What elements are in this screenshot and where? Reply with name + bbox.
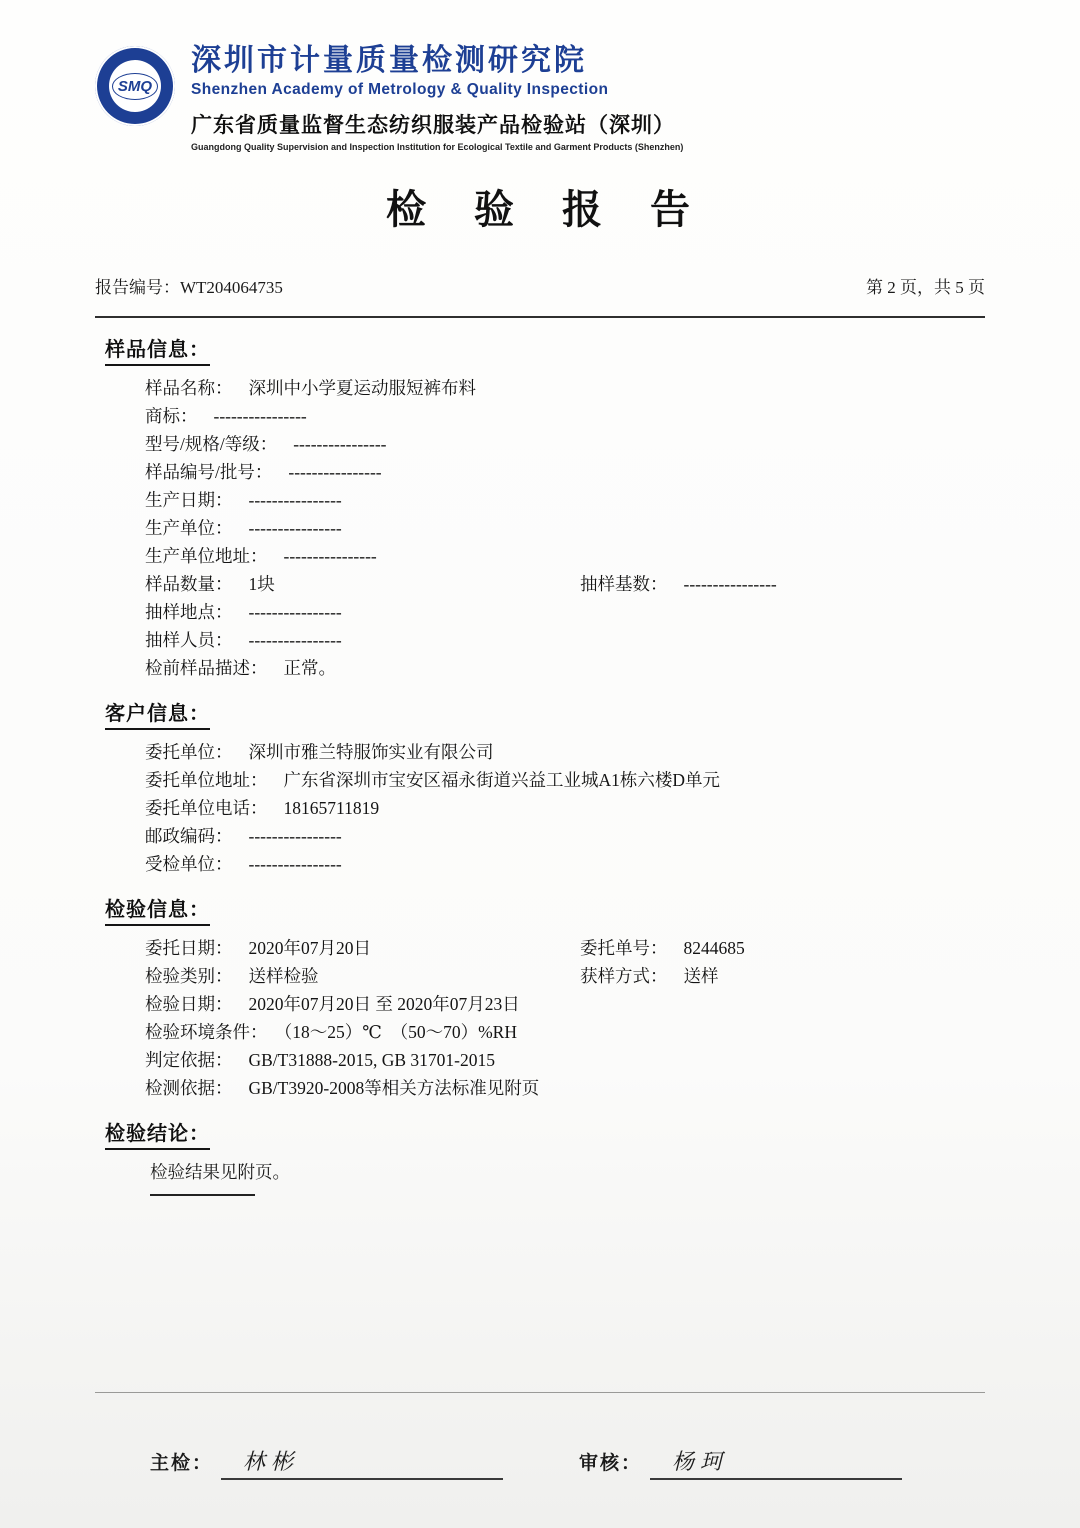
report-meta-row — [95, 273, 985, 298]
field-row — [145, 542, 985, 570]
field-pair — [145, 630, 342, 650]
field-pair — [145, 1022, 517, 1042]
field-row — [145, 962, 985, 990]
field-value: ---------------- — [248, 489, 342, 510]
field-value: ---------------- — [248, 517, 342, 538]
org-name-en: Shenzhen Academy of Metrology & Quality Inspection — [191, 80, 609, 98]
field-value: （18～25）℃ （50～70）%RH — [283, 1021, 517, 1042]
smq-logo-text: SMQ — [112, 73, 158, 100]
field-label: 抽样人员： — [145, 629, 233, 650]
field-label: 邮政编码： — [145, 825, 233, 846]
field-row — [145, 570, 985, 598]
field-row — [145, 766, 985, 794]
field-pair — [145, 658, 336, 678]
field-value: 8244685 — [683, 937, 745, 958]
field-value: 正常。 — [283, 657, 336, 678]
field-row — [145, 794, 985, 822]
page-indicator: 第 2 页，共 5 页 — [866, 277, 985, 297]
field-pair — [145, 1078, 539, 1098]
reviewer-block — [579, 1445, 902, 1480]
field-pair — [145, 462, 382, 482]
field-label: 检测依据： — [145, 1077, 233, 1098]
field-row — [145, 486, 985, 514]
field-label: 生产单位地址： — [145, 545, 268, 566]
station-name-cn: 广东省质量监督生态纺织服装产品检验站（深圳） — [191, 113, 675, 137]
field-label: 检前样品描述： — [145, 657, 268, 678]
field-label: 型号/规格/等级： — [145, 433, 278, 454]
smq-logo-inner — [109, 60, 161, 112]
field-value: ---------------- — [213, 405, 307, 426]
field-label: 商标： — [145, 405, 198, 426]
field-pair — [145, 570, 580, 598]
field-row — [145, 430, 985, 458]
field-label: 检验日期： — [145, 993, 233, 1014]
field-pair — [145, 742, 494, 762]
field-row — [145, 1018, 985, 1046]
field-pair — [145, 962, 580, 990]
conclusion-section — [95, 1102, 985, 1196]
section-sample-info — [95, 333, 985, 682]
report-title: 检 验 报 告 — [386, 187, 694, 232]
header-divider — [95, 316, 985, 318]
field-label: 样品名称： — [145, 377, 233, 398]
field-value: ---------------- — [288, 461, 382, 482]
conclusion-text: 检验结果见附页。 — [150, 1161, 290, 1182]
reviewer-signature: 杨珂 — [672, 1450, 729, 1475]
field-pair — [580, 574, 777, 594]
field-value: 深圳市雅兰特服饰实业有限公司 — [248, 741, 494, 762]
report-number-value: WT204064735 — [180, 277, 283, 297]
signature-row — [95, 1445, 985, 1480]
field-value: ---------------- — [248, 825, 342, 846]
field-row — [145, 598, 985, 626]
section-customer-info — [95, 697, 985, 878]
field-row — [145, 990, 985, 1018]
field-label: 委托日期： — [145, 937, 233, 958]
inspector-block — [150, 1445, 503, 1480]
field-value: ---------------- — [248, 853, 342, 874]
org-header-row — [95, 42, 985, 152]
field-label: 样品编号/批号： — [145, 461, 273, 482]
inspector-label: 主检： — [150, 1453, 214, 1474]
field-pair — [145, 1050, 495, 1070]
field-row — [145, 1074, 985, 1102]
field-pair — [145, 406, 307, 426]
field-pair — [145, 826, 342, 846]
field-value: 送样检验 — [248, 965, 319, 986]
inspector-signature: 林彬 — [243, 1450, 300, 1475]
section-heading-inspection-info: 检验信息： — [105, 893, 210, 926]
reviewer-signature-line — [650, 1445, 902, 1480]
field-value: ---------------- — [248, 629, 342, 650]
field-label: 委托单位地址： — [145, 769, 268, 790]
station-name-en: Guangdong Quality Supervision and Inspection Institution for Ecological Textile and Garment Products (Shenzhen) — [191, 141, 684, 152]
field-pair — [145, 798, 379, 818]
report-number-label: 报告编号： — [95, 277, 180, 297]
field-value: GB/T31888-2015, GB 31701-2015 — [248, 1049, 495, 1070]
field-row — [145, 374, 985, 402]
field-value: 2020年07月20日 — [248, 937, 371, 958]
report-body — [95, 333, 985, 1102]
field-pair — [145, 934, 580, 962]
field-value: 送样 — [683, 965, 719, 986]
field-row — [145, 402, 985, 430]
field-label: 获样方式： — [580, 965, 668, 986]
field-label: 检验类别： — [145, 965, 233, 986]
field-pair — [145, 434, 386, 454]
field-label: 判定依据： — [145, 1049, 233, 1070]
field-row — [145, 738, 985, 766]
smq-logo — [95, 46, 175, 126]
field-row — [145, 626, 985, 654]
field-label: 受检单位： — [145, 853, 233, 874]
field-row — [145, 850, 985, 878]
field-label: 生产单位： — [145, 517, 233, 538]
field-label: 抽样基数： — [580, 573, 668, 594]
field-row — [145, 1046, 985, 1074]
field-value: 1块 — [248, 573, 275, 594]
field-row — [145, 458, 985, 486]
field-pair — [580, 938, 745, 958]
field-value: ---------------- — [248, 601, 342, 622]
field-row — [145, 822, 985, 850]
org-names — [191, 42, 683, 152]
field-label: 抽样地点： — [145, 601, 233, 622]
field-pair — [145, 854, 342, 874]
reviewer-label: 审核： — [579, 1453, 643, 1474]
field-label: 样品数量： — [145, 573, 233, 594]
report-footer — [95, 1392, 985, 1480]
field-pair — [145, 602, 342, 622]
field-value: ---------------- — [283, 545, 377, 566]
field-value: 18165711819 — [283, 797, 380, 818]
section-inspection-info — [95, 893, 985, 1102]
conclusion-underline — [150, 1194, 255, 1196]
field-label: 委托单位： — [145, 741, 233, 762]
field-pair — [145, 490, 342, 510]
field-pair — [145, 518, 342, 538]
field-label: 委托单位电话： — [145, 797, 268, 818]
field-row — [145, 654, 985, 682]
field-label: 检验环境条件： — [145, 1021, 268, 1042]
field-row — [145, 514, 985, 542]
org-name-cn: 深圳市计量质量检测研究院 — [191, 44, 587, 77]
field-label: 生产日期： — [145, 489, 233, 510]
field-pair — [145, 994, 520, 1014]
report-header — [95, 42, 985, 318]
field-value: 广东省深圳市宝安区福永街道兴益工业城A1栋六楼D单元 — [283, 769, 721, 790]
field-pair — [145, 770, 720, 790]
field-pair — [145, 546, 377, 566]
field-value: GB/T3920-2008等相关方法标准见附页 — [248, 1077, 540, 1098]
section-heading-sample-info: 样品信息： — [105, 333, 210, 366]
field-pair — [145, 378, 476, 398]
conclusion-heading: 检验结论： — [105, 1117, 210, 1150]
field-label: 委托单号： — [580, 937, 668, 958]
inspector-signature-line — [221, 1445, 503, 1480]
field-value: 深圳中小学夏运动服短裤布料 — [248, 377, 476, 398]
field-value: ---------------- — [683, 573, 777, 594]
field-row — [145, 934, 985, 962]
field-value: ---------------- — [293, 433, 387, 454]
section-heading-customer-info: 客户信息： — [105, 697, 210, 730]
field-pair — [580, 966, 719, 986]
field-value: 2020年07月20日 至 2020年07月23日 — [248, 993, 520, 1014]
report-number — [95, 273, 283, 298]
